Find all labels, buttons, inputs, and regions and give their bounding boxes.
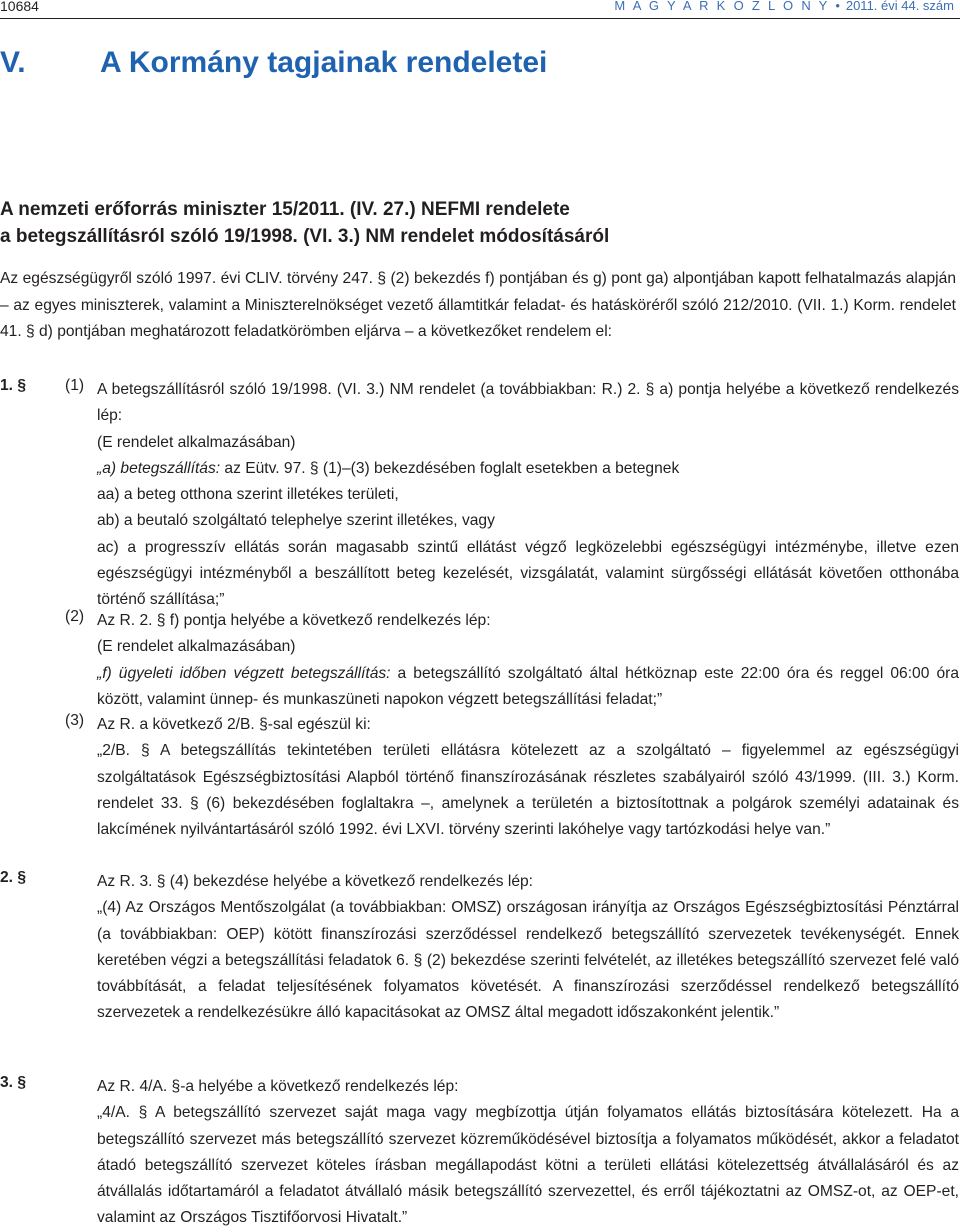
point-a-text: az Eütv. 97. § (1)–(3) bekezdésében foglalt esetekben a betegnek (220, 459, 680, 477)
subsection-2-body (97, 608, 959, 713)
point-f-text: a betegszállító szolgáltató által hétköznap este 22:00 óra és reggel 06:00 óra között, valamint ünnep- és munkaszüneti napokon végzett betegszállítási feladat;” (97, 664, 959, 708)
section-title: A Kormány tagjainak rendeletei (100, 46, 548, 79)
point-f-label: „f) ügyeleti időben végzett betegszállítás: (97, 664, 391, 682)
subsection-3-intro: Az R. a következő 2/B. §-sal egészül ki: (97, 716, 371, 733)
subsection-2-context: (E rendelet alkalmazásában) (97, 638, 296, 656)
point-a-label: „a) betegszállítás: (97, 459, 221, 477)
header-bullet: • (835, 0, 840, 13)
subsection-3-body (97, 712, 959, 843)
section-3-intro: Az R. 4/A. §-a helyébe a következő rendelkezés lép: (97, 1078, 459, 1095)
decree-title-line-2: a betegszállításról szóló 19/1998. (VI. 3.) NM rendelet módosításáról (0, 226, 610, 247)
decree-title (0, 196, 609, 250)
issue-label: 2011. évi 44. szám (845, 0, 954, 13)
subsection-1-context: (E rendelet alkalmazásában) (97, 433, 296, 451)
subsection-3-text: „2/B. § A betegszállítás tekintetében területi ellátásra kötelezett az a szolgáltató – figyelemmel az egészségügyi szolgáltatások Egészségbiztosítási Alapból történő finanszírozásának részletes szabályairól szóló 43/1999. (III. 3.) Korm. rendelet 33. § (6) bekezdésében foglaltakra –, amelynek a területén a biztosítottnak a polgárok személyi adatainak és lakcímének nyilvántartásáról szóló 1992. évi LXVI. törvény szerinti lakóhelye vagy tartózkodási helye van.” (97, 742, 959, 839)
subsection-1-body (97, 377, 959, 614)
decree-title-line-1: A nemzeti erőforrás miniszter 15/2011. (IV. 27.) NEFMI rendelete (0, 199, 570, 220)
subsection-3-number: (3) (65, 712, 85, 729)
header-rule (0, 18, 960, 19)
page-number: 10684 (0, 0, 39, 14)
subsection-1-number: (1) (65, 377, 85, 394)
journal-name: M A G Y A R K Ö Z L Ö N Y (614, 0, 830, 13)
section-3-text: „4/A. § A betegszállító szervezet saját maga vagy megbízottja útján folyamatos ellátás biztosítására kötelezett. Ha a betegszállító szervezet más betegszállító szervezet közreműködésével biztosítja a folyamatos működését, akkor a feladatot átadó betegszállító szervezet köteles írásban megállapodást kötni a területi ellátási kötelezettség átvállalásáról és az átvállalás időtartamáról a feladatot átvállaló másik betegszállító szervezettel, és erről tájékoztatni az OMSZ-ot, az OEP-et, valamint az Országos Tisztifőorvosi Hivatalt.” (97, 1104, 959, 1227)
section-2-body (97, 869, 959, 1027)
section-2-intro: Az R. 3. § (4) bekezdése helyébe a következő rendelkezés lép: (97, 873, 534, 890)
section-3-body (97, 1074, 959, 1232)
point-a (97, 456, 959, 482)
section-2-text: „(4) Az Országos Mentőszolgálat (a továbbiakban: OMSZ) országosan irányítja az Országos Egészségbiztosítási Pénztárral (a továbbiakban: OEP) kötött finanszírozási szerződéssel rendelkező betegszállító szervezetek tevékenységét. Ennek keretében végzi a betegszállítási feladatok 6. § (2) bekezdése szerinti felvételét, az illetékes betegszállító szervezet felé való továbbítását, a feladat teljesítésének folyamatos követését. A finanszírozási szerződéssel rendelkező betegszállító szervezetek a rendelkezésükre álló kapacitásokat az OMSZ által megadott időszakonként jelentik.” (97, 899, 959, 1022)
subsection-2-intro: Az R. 2. § f) pontja helyébe a következő rendelkezés lép: (97, 612, 491, 629)
section-number: V. (0, 46, 26, 79)
point-ab: ab) a beutaló szolgáltató telephelye szerint illetékes, vagy (97, 512, 495, 530)
section-2-number: 2. § (0, 869, 27, 886)
subsection-2-number: (2) (65, 608, 85, 625)
point-aa: aa) a beteg otthona szerint illetékes területi, (97, 486, 399, 504)
page-header (0, 0, 960, 26)
section-3-number: 3. § (0, 1074, 27, 1091)
point-ac: ac) a progresszív ellátás során magasabb szintű ellátást végző legközelebbi egészségügyi intézménybe, illetve ezen egészségügyi intézményből a beszállított beteg kezelését, vizsgálatát, valamint sürgősségi ellátását követően otthonába történő szállítása;” (97, 538, 959, 609)
journal-header (614, 0, 954, 13)
point-f (97, 661, 959, 714)
subsection-1-intro: A betegszállításról szóló 19/1998. (VI. 3.) NM rendelet (a továbbiakban: R.) 2. § a) pontja helyébe a következő rendelkezés lép: (97, 381, 959, 425)
preamble-paragraph: Az egészségügyről szóló 1997. évi CLIV. törvény 247. § (2) bekezdés f) pontjában és g) pont ga) alpontjában kapott felhatalmazás alapján – az egyes miniszterek, valamint a Miniszterelnökséget vezető államtitkár feladat- és hatásköréről szóló 212/2010. (VII. 1.) Korm. rendelet 41. § d) pontjában meghatározott feladatkörömben eljárva – a következőket rendelem el: (0, 270, 956, 340)
section-1-number: 1. § (0, 377, 27, 394)
